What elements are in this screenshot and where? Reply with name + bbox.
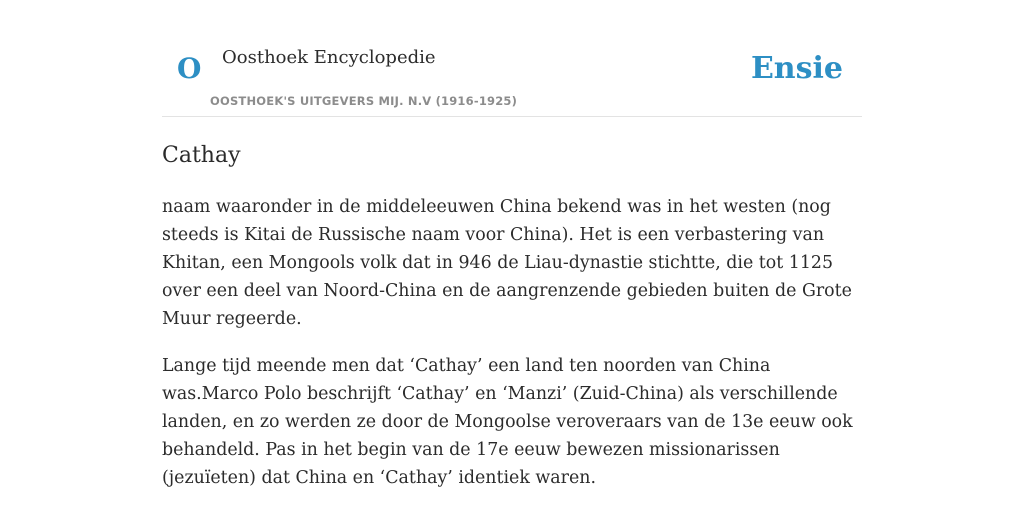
source-subtitle: OOSTHOEK'S UITGEVERS MIJ. N.V (1916-1925) xyxy=(210,94,518,108)
article-paragraph: Lange tijd meende men dat ‘Cathay’ een land ten noorden van China was.Marco Polo beschrijft ‘Cathay’ en ‘Manzi’ (Zuid-China) als verschillende landen, en zo werden ze door de Mongoolse veroveraars van de 13e eeuw ook behandeld. Pas in het begin van de 17e eeuw bewezen missionarissen (jezuïeten) dat China en ‘Cathay’ identiek waren. xyxy=(162,356,853,488)
ensie-logo-link[interactable]: Ensie xyxy=(750,51,843,86)
article-paragraph: naam waaronder in de middeleeuwen China bekend was in het westen (nog steeds is Kitai de Russische naam voor China). Het is een verbastering van Khitan, een Mongools volk dat in 946 de Liau-dynastie stichtte, die tot 1125 over een deel van Noord-China en de aangrenzende gebieden buiten de Grote Muur regeerde. xyxy=(162,197,852,329)
source-logo-letter[interactable]: O xyxy=(177,52,202,85)
article-title: Cathay xyxy=(162,143,241,168)
article-body xyxy=(162,193,862,492)
source-header xyxy=(162,0,862,117)
page xyxy=(162,0,862,492)
source-title[interactable]: Oosthoek Encyclopedie xyxy=(222,47,436,68)
